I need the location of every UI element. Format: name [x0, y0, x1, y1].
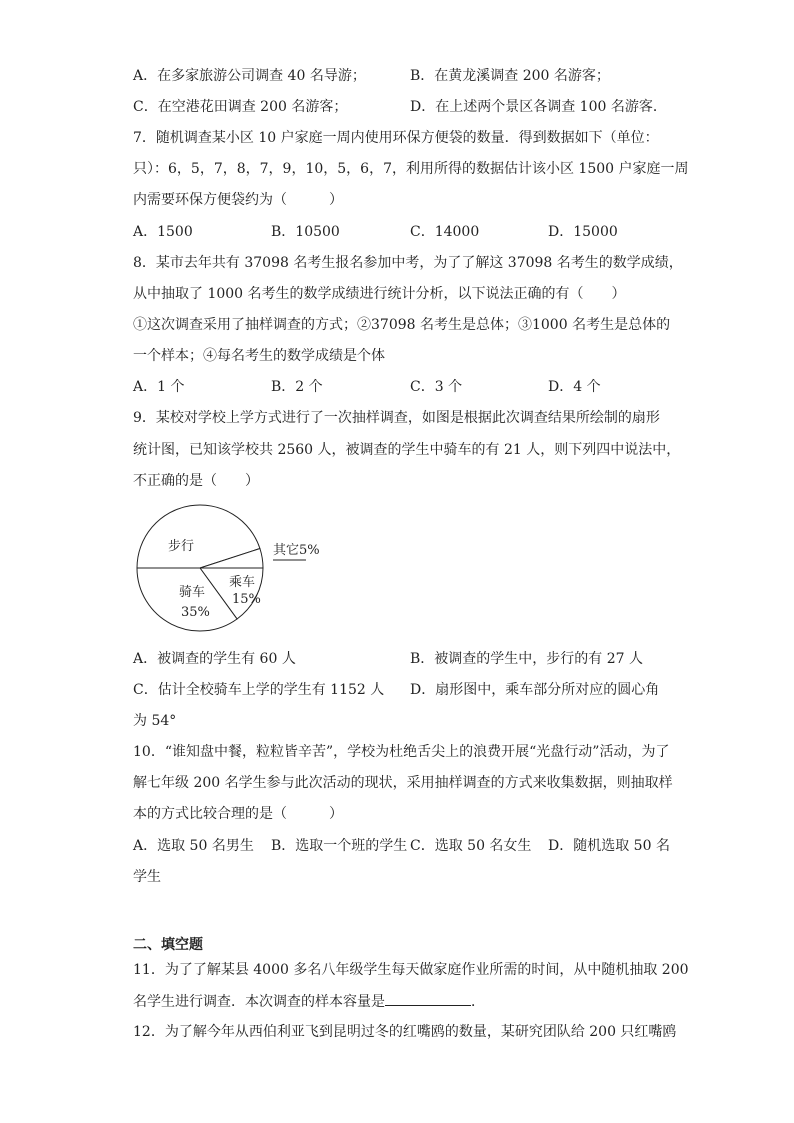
pie-value-bus: 15%	[232, 592, 261, 607]
q10-option-d-cont: 学生	[133, 869, 161, 885]
pie-label-bike: 骑车	[179, 585, 206, 600]
q8-option-a: A．1 个	[133, 379, 185, 395]
q10-stem-line3: 本的方式比较合理的是（ ）	[133, 806, 343, 822]
q9-option-c: C．估计全校骑车上学的学生有 1152 人	[133, 682, 385, 698]
q7-stem-line2: 只）：6，5，7，8，7，9，10，5，6，7，利用所得的数据估计该小区 1500 户家庭一周	[133, 161, 689, 177]
q11-stem-end: ．	[471, 994, 485, 1010]
q11-stem-line1: 11．为了了解某县 4000 多名八年级学生每天做家庭作业所需的时间，从中随机抽取 200	[133, 962, 689, 978]
q6-option-c: C．在空港花田调查 200 名游客；	[133, 99, 348, 115]
q8-option-c: C．3 个	[410, 379, 463, 395]
q7-option-c: C．14000	[410, 224, 480, 240]
q9-stem-line2: 统计图，已知该学校共 2560 人，被调查的学生中骑车的有 21 人，则下列四中说法中，	[133, 442, 681, 458]
q8-stem-line4: 一个样本；④每名考生的数学成绩是个体	[133, 348, 385, 364]
q10-option-a: A．选取 50 名男生	[133, 838, 254, 854]
q11-answer-blank	[385, 991, 471, 1006]
q7-option-b: B．10500	[271, 224, 340, 240]
q9-option-b: B．被调查的学生中，步行的有 27 人	[410, 651, 644, 667]
q11-stem-line2	[133, 991, 485, 1012]
section-heading: 二、填空题	[133, 937, 203, 953]
q12-stem-line1: 12．为了解今年从西伯利亚飞到昆明过冬的红嘴鸥的数量，某研究团队给 200 只红嘴鸥	[133, 1024, 677, 1040]
q10-option-b: B．选取一个班的学生	[271, 838, 408, 854]
pie-label-bus: 乘车	[229, 575, 256, 590]
pie-label-walk: 步行	[168, 539, 195, 554]
q6-option-d: D．在上述两个景区各调查 100 名游客．	[410, 99, 667, 115]
q7-stem-line3: 内需要环保方便袋约为（ ）	[133, 192, 343, 208]
q7-option-a: A．1500	[133, 224, 193, 240]
q9-option-a: A．被调查的学生有 60 人	[133, 651, 296, 667]
q8-stem-line3: ①这次调查采用了抽样调查的方式；②37098 名考生是总体；③1000 名考生是总体的	[133, 317, 671, 333]
q6-option-a: A．在多家旅游公司调查 40 名导游；	[133, 68, 366, 84]
q10-option-d: D．随机选取 50 名	[548, 838, 670, 854]
q8-stem-line1: 8．某市去年共有 37098 名考生报名参加中考，为了了解这 37098 名考生的数学成绩，	[133, 255, 683, 271]
q11-stem-text: 名学生进行调查．本次调查的样本容量是	[133, 994, 385, 1010]
q8-option-b: B．2 个	[271, 379, 323, 395]
q8-stem-line2: 从中抽取了 1000 名考生的数学成绩进行统计分析，以下说法正确的有（ ）	[133, 286, 626, 302]
q10-stem-line2: 解七年级 200 名学生参与此次活动的现状，采用抽样调查的方式来收集数据，则抽取样	[133, 775, 673, 791]
q9-stem-line1: 9．某校对学校上学方式进行了一次抽样调查，如图是根据此次调查结果所绘制的扇形	[133, 410, 660, 426]
q7-option-d: D．15000	[548, 224, 618, 240]
q9-stem-line3: 不正确的是（ ）	[133, 473, 259, 489]
q7-stem-line1: 7．随机调查某小区 10 户家庭一周内使用环保方便袋的数量．得到数据如下（单位：	[133, 130, 659, 146]
q8-option-d: D．4 个	[548, 379, 601, 395]
q10-option-c: C．选取 50 名女生	[410, 838, 532, 854]
pie-chart	[130, 498, 320, 648]
pie-value-bike: 35%	[181, 605, 210, 620]
q9-option-d-cont: 为 54°	[133, 713, 177, 729]
q6-option-b: B．在黄龙溪调查 200 名游客；	[410, 68, 610, 84]
q10-stem-line1: 10．“谁知盘中餐，粒粒皆辛苦”，学校为杜绝舌尖上的浪费开展“光盘行动”活动，为了	[133, 744, 670, 760]
pie-label-other: 其它5%	[273, 543, 320, 558]
q9-option-d: D．扇形图中，乘车部分所对应的圆心角	[410, 682, 660, 698]
